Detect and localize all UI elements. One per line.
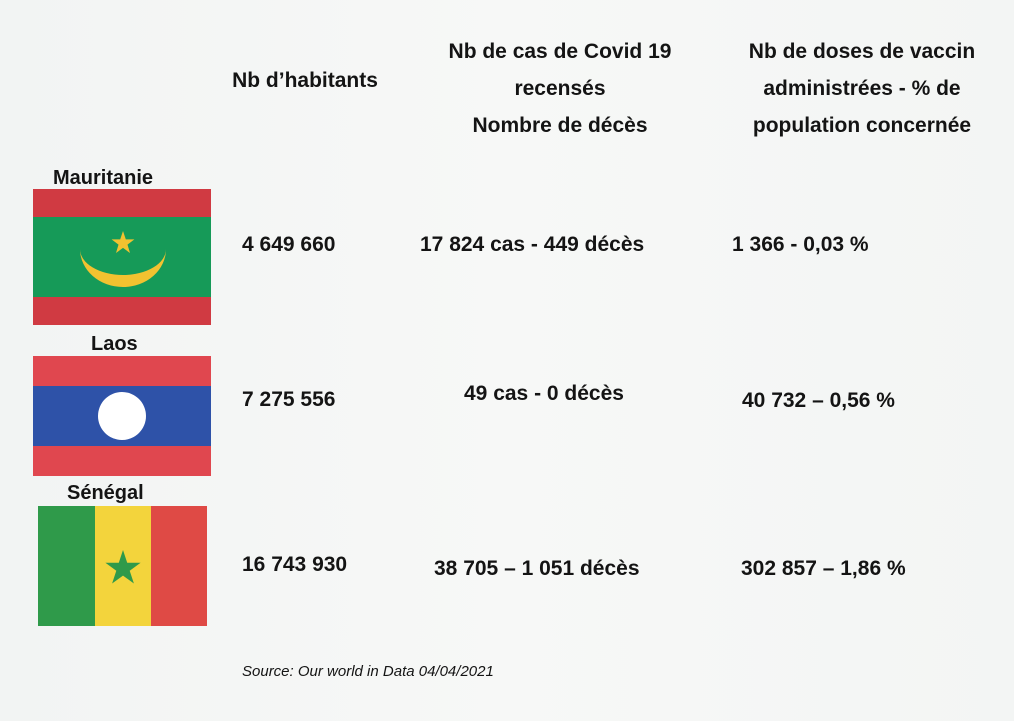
flag-laos — [33, 356, 211, 476]
habitants-laos: 7 275 556 — [242, 388, 336, 411]
cases-mauritanie: 17 824 cas - 449 décès — [420, 233, 645, 256]
flag-laos-red-bottom — [33, 446, 211, 476]
flag-mauritanie-red-bottom — [33, 297, 211, 325]
header-vaccine-line-2: administrées - % de — [763, 77, 961, 100]
header-cases-line-1: Nb de cas de Covid 19 — [448, 40, 672, 63]
header-vaccine-line-3: population concernée — [752, 114, 972, 137]
country-name-senegal: Sénégal — [67, 482, 144, 504]
source-note: Source: Our world in Data 04/04/2021 — [242, 663, 494, 680]
header-cases-line-3: Nombre de décès — [472, 114, 648, 137]
vaccine-senegal: 302 857 – 1,86 % — [741, 557, 906, 580]
flag-laos-disc — [98, 392, 146, 440]
vaccine-laos: 40 732 – 0,56 % — [742, 389, 895, 412]
habitants-mauritanie: 4 649 660 — [242, 233, 336, 256]
habitants-senegal: 16 743 930 — [242, 553, 348, 576]
header-cases — [410, 33, 710, 144]
flag-senegal-red-band — [151, 506, 207, 626]
cases-senegal: 38 705 – 1 051 décès — [434, 557, 640, 580]
header-vaccine-line-1: Nb de doses de vaccin — [748, 40, 976, 63]
header-vaccine — [712, 33, 1012, 144]
country-name-mauritanie: Mauritanie — [53, 167, 154, 189]
header-cases-line-2: recensés — [514, 77, 606, 100]
country-name-laos: Laos — [91, 333, 138, 355]
flag-laos-red-top — [33, 356, 211, 386]
flag-senegal-green-band — [38, 506, 95, 626]
flag-mauritanie-red-top — [33, 189, 211, 217]
flag-mauritanie — [33, 189, 211, 325]
header-habitants — [220, 67, 390, 95]
cases-laos: 49 cas - 0 décès — [464, 382, 624, 405]
flag-senegal — [38, 506, 207, 626]
header-habitants-label: Nb d’habitants — [232, 69, 378, 92]
vaccine-mauritanie: 1 366 - 0,03 % — [732, 233, 869, 256]
